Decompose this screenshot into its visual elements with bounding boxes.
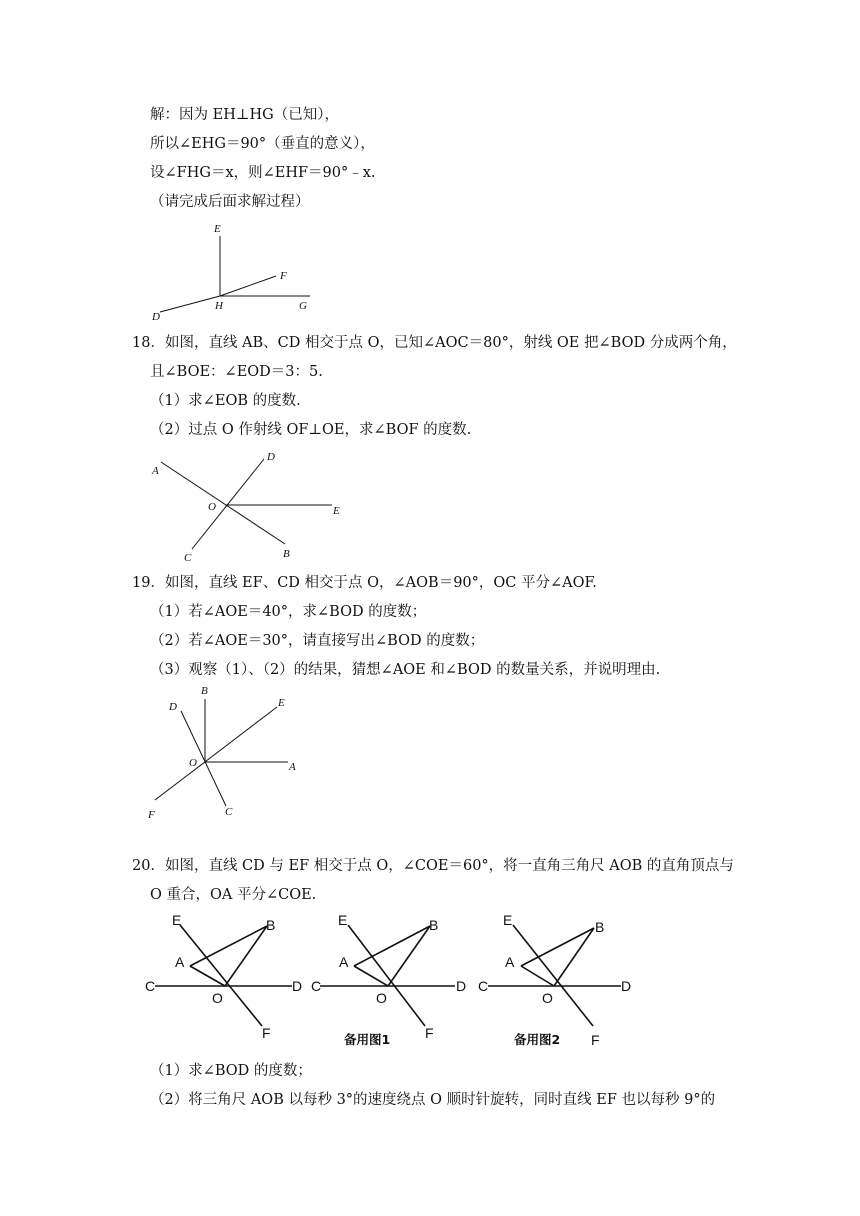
label-C: C	[478, 978, 489, 994]
label-F: F	[262, 1025, 271, 1041]
label-F: F	[148, 809, 155, 821]
label-C: C	[145, 978, 156, 994]
label-A: A	[289, 761, 296, 773]
label-B: B	[266, 917, 276, 933]
problem-20-line-1: 20．如图，直线 CD 与 EF 相交于点 O，∠COE＝60°，将一直角三角尺 AOB 的直角顶点与	[132, 858, 734, 874]
label-B: B	[595, 919, 605, 935]
label-B: B	[283, 548, 290, 560]
label-D: D	[169, 701, 177, 713]
label-F: F	[591, 1032, 600, 1048]
caption-backup-1: 备用图1	[344, 1032, 391, 1047]
label-O: O	[208, 501, 216, 513]
label-E: E	[172, 912, 182, 928]
label-A: A	[152, 465, 159, 477]
label-E: E	[333, 505, 340, 517]
figure-20-main	[145, 908, 310, 1043]
label-A: A	[505, 954, 515, 970]
label-D: D	[456, 978, 467, 994]
label-E: E	[278, 697, 285, 709]
problem-19-question-1: （1）若∠AOE＝40°，求∠BOD 的度数；	[150, 604, 427, 620]
label-C: C	[184, 552, 192, 563]
label-E: E	[338, 912, 348, 928]
problem-18-line-1: 18．如图，直线 AB、CD 相交于点 O，已知∠AOC＝80°，射线 OE 把∠BOD 分成两个角，	[132, 335, 737, 351]
label-D: D	[621, 978, 632, 994]
label-A: A	[339, 954, 349, 970]
label-C: C	[311, 978, 322, 994]
label-H: H	[215, 300, 223, 312]
label-E: E	[214, 223, 221, 235]
problem-20-question-2: （2）将三角尺 AOB 以每秒 3°的速度绕点 O 顺时针旋转，同时直线 EF 也以每秒 9°的	[150, 1092, 716, 1108]
label-D: D	[267, 451, 275, 463]
solution-line-1: 解：因为 EH⊥HG（已知），	[150, 107, 339, 123]
problem-19-question-3: （3）观察（1）、（2）的结果，猜想∠AOE 和∠BOD 的数量关系，并说明理由.	[150, 662, 661, 678]
label-O: O	[189, 757, 197, 769]
label-F: F	[425, 1025, 434, 1041]
label-B: B	[429, 917, 439, 933]
problem-18-line-2: 且∠BOE：∠EOD＝3：5.	[150, 364, 323, 380]
label-D: D	[152, 311, 160, 323]
label-G: G	[299, 300, 307, 312]
figure-18	[145, 448, 355, 563]
caption-backup-2: 备用图2	[514, 1032, 561, 1047]
label-C: C	[225, 806, 233, 818]
label-O: O	[212, 990, 223, 1006]
label-F: F	[280, 270, 287, 282]
solution-line-3: 设∠FHG＝x，则∠EHF＝90°﹣x.	[150, 165, 376, 181]
figure-20-backup-1	[308, 908, 473, 1053]
label-D: D	[292, 978, 303, 994]
problem-18-question-1: （1）求∠EOB 的度数.	[150, 393, 301, 409]
problem-18-question-2: （2）过点 O 作射线 OF⊥OE，求∠BOF 的度数.	[150, 422, 472, 438]
label-O: O	[376, 990, 387, 1006]
figure-17	[140, 220, 340, 328]
problem-20-line-2: O 重合，OA 平分∠COE.	[150, 887, 317, 903]
problem-20-question-1: （1）求∠BOD 的度数；	[150, 1063, 312, 1079]
figure-19	[140, 682, 315, 824]
label-E: E	[503, 912, 513, 928]
label-A: A	[175, 954, 185, 970]
label-B: B	[201, 685, 208, 697]
figure-20-backup-2	[476, 908, 641, 1053]
label-O: O	[542, 990, 553, 1006]
solution-line-2: 所以∠EHG＝90°（垂直的意义），	[150, 136, 375, 152]
solution-line-4: （请完成后面求解过程）	[150, 194, 310, 210]
problem-19-question-2: （2）若∠AOE＝30°，请直接写出∠BOD 的度数；	[150, 633, 485, 649]
problem-19-line-1: 19．如图，直线 EF、CD 相交于点 O，∠AOB＝90°，OC 平分∠AOF.	[132, 575, 597, 591]
